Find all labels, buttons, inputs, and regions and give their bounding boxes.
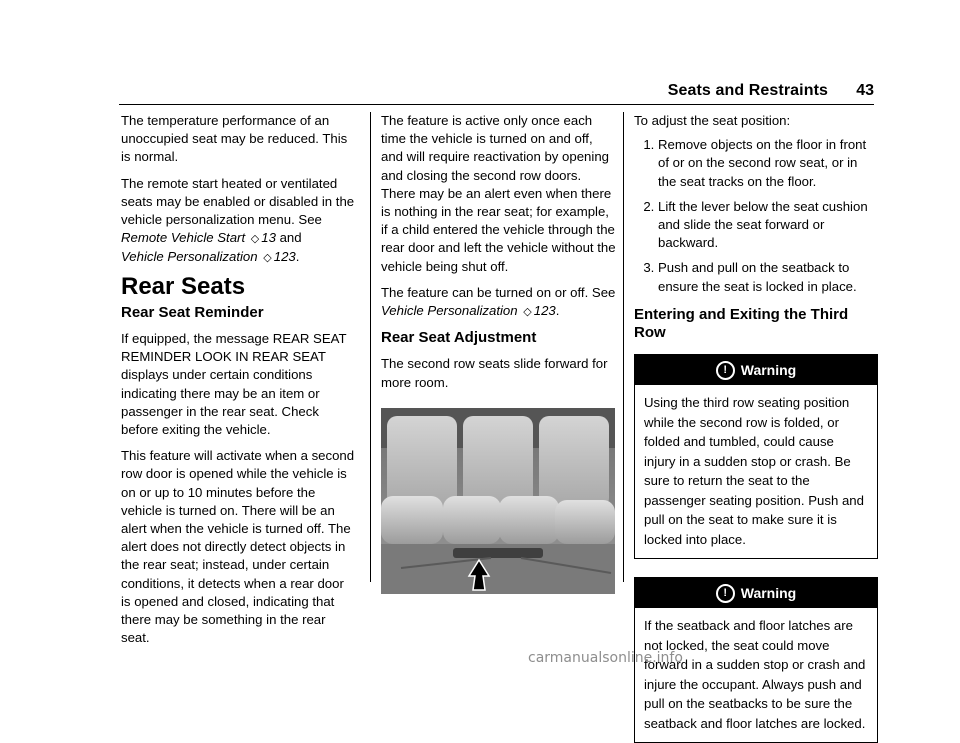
column-divider-1 bbox=[370, 112, 371, 582]
heading-rear-seats: Rear Seats bbox=[121, 272, 246, 300]
warning-icon: ! bbox=[716, 361, 735, 380]
column-2 bbox=[381, 112, 617, 594]
list-item: 1. Remove objects on the floor in front of or on the second row seat, or in the seat tracks on the floor. bbox=[658, 136, 878, 191]
paragraph: The temperature performance of an unoccupied seat may be reduced. This is normal. bbox=[121, 113, 348, 165]
page-number: 43 bbox=[856, 82, 874, 99]
column-3 bbox=[634, 112, 878, 743]
warning-header: ! Warning bbox=[635, 578, 877, 608]
cross-ref-page[interactable]: 123 bbox=[533, 303, 556, 319]
warning-text: If the seatback and floor latches are not locked, the seat could move forward in a sudden stop or crash and injure the occupant. Always push and pull on the seatbacks to be sure the seatback and floor latches are locked. bbox=[644, 618, 866, 731]
column-divider-2 bbox=[623, 112, 624, 582]
section-title: Seats and Restraints bbox=[667, 82, 828, 99]
warning-text: Using the third row seating position while the second row is folded, or folded and tumbled, could cause injury in a sudden stop or crash. Be sure to return the seat to the passenger seating position. Push and pull on the seat to make sure it is locked into place. bbox=[644, 395, 864, 547]
paragraph: The second row seats slide forward for more room. bbox=[381, 356, 608, 390]
cross-ref-link[interactable]: Remote Vehicle Start bbox=[121, 230, 246, 246]
list-item: 3. Push and pull on the seatback to ensure the seat is locked in place. bbox=[658, 259, 878, 295]
paragraph: The remote start heated or ventilated seats may be enabled or disabled in the vehicle personalization menu. See Remote Vehicle Start ◇ 13 and Vehicle Personalization ◇ 123. bbox=[121, 175, 355, 265]
warning-box bbox=[634, 354, 878, 559]
rear-seat-illustration bbox=[381, 408, 615, 594]
paragraph: If equipped, the message REAR SEAT REMINDER LOOK IN REAR SEAT displays under certain conditions indicating there may be an item or passenger in the rear seat. Check before exiting the vehicle. bbox=[121, 331, 347, 438]
page-ref-icon: ◇ bbox=[523, 306, 532, 319]
warning-header: ! Warning bbox=[635, 355, 877, 385]
heading-third-row: Entering and Exiting the Third Row bbox=[634, 305, 849, 342]
rear-seat-photo bbox=[381, 408, 615, 594]
paragraph: This feature will activate when a second row door is opened while the vehicle is on or up to 10 minutes before the vehicle is turned on. There will be an alert when the vehicle is turned off. The alert does not directly detect objects in the rear seat; instead, under certain conditions, it detects when a rear door is opened and closed, indicating that there may be something in the rear seat. bbox=[121, 448, 355, 646]
watermark: carmanualsonline.info bbox=[528, 650, 683, 666]
cross-ref-page[interactable]: 123 bbox=[273, 249, 296, 265]
page-ref-icon: ◇ bbox=[250, 233, 260, 246]
paragraph: To adjust the seat position: bbox=[634, 113, 791, 128]
header-rule bbox=[119, 104, 874, 105]
page-header bbox=[0, 82, 960, 112]
cross-ref-link[interactable]: Vehicle Personalization bbox=[381, 303, 518, 319]
warning-icon: ! bbox=[716, 584, 735, 603]
page-ref-icon: ◇ bbox=[263, 252, 272, 265]
heading-rear-seat-reminder: Rear Seat Reminder bbox=[121, 303, 264, 321]
paragraph: The feature can be turned on or off. See Vehicle Personalization ◇ 123. bbox=[381, 284, 616, 319]
cross-ref-link[interactable]: Vehicle Personalization bbox=[121, 249, 258, 265]
column-1 bbox=[121, 112, 356, 655]
steps-list bbox=[634, 136, 878, 296]
list-item: 2. Lift the lever below the seat cushion and slide the seat forward or backward. bbox=[658, 198, 878, 253]
heading-rear-seat-adjustment: Rear Seat Adjustment bbox=[381, 329, 537, 347]
cross-ref-page[interactable]: 13 bbox=[261, 230, 276, 246]
paragraph: The feature is active only once each time the vehicle is turned on and off, and will require reactivation by opening and closing the second row doors. There may be an alert even when there is nothing in the rear seat; for example, if a child entered the vehicle through the rear door and left the vehicle without the vehicle being shut off. bbox=[381, 113, 616, 274]
